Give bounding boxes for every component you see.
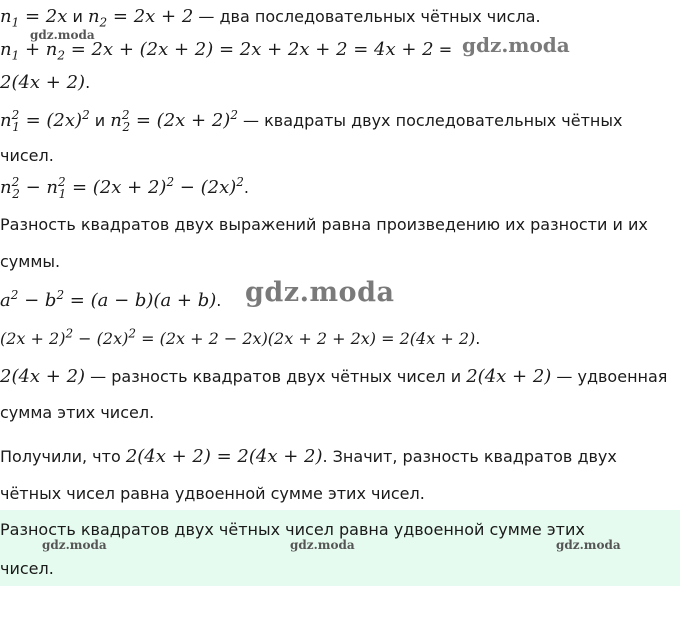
math-equality: 2(4x + 2) = 2(4x + 2) <box>125 446 323 467</box>
math-2-4x-2: 2(4x + 2) <box>0 72 86 93</box>
math-sum-n2: + $n_2$ <box>19 39 65 63</box>
math-n2-sq: $n^2_2$ <box>0 175 20 201</box>
line-10 <box>0 328 480 350</box>
math-n1-squared: $n^2_1$ <box>0 108 20 134</box>
line-13 <box>0 446 617 468</box>
line-9 <box>0 290 221 312</box>
answer-line-1: Разность квадратов двух чётных чисел равна удвоенной сумме этих <box>0 520 585 539</box>
line-4 <box>0 110 622 132</box>
watermark: gdz.moda <box>245 277 395 308</box>
text-period: . <box>243 178 249 197</box>
text-and: и <box>89 111 111 130</box>
text-period: . <box>475 329 481 348</box>
watermark: gdz.moda <box>290 538 355 552</box>
line-6 <box>0 177 249 199</box>
math-minus-n1-sq: − $n^2_1$ <box>19 175 67 201</box>
math-2x-plus-2-squared: = $(2x + 2)^2$ <box>130 108 238 131</box>
watermark: gdz.moda <box>462 33 570 57</box>
math-2x-plus-2-sq: = $(2x + 2)^2$ <box>66 175 175 198</box>
math-minus-2x-sq: − $(2x)^2$ <box>174 175 244 198</box>
line-5: чисел. <box>0 146 54 165</box>
text-description: — два последовательных чётных числа. <box>193 7 541 26</box>
math-n1: $n_1$ <box>0 6 20 30</box>
watermark: gdz.moda <box>30 28 95 42</box>
math-factorization: = (2x + 2 − 2x)(2x + 2 + 2x) = 2(4x + 2) <box>136 329 476 348</box>
math-n2: $n_2$ <box>87 6 108 30</box>
line-1 <box>0 6 541 28</box>
line-14: чётных чисел равна удвоенной сумме этих чисел. <box>0 484 425 503</box>
watermark: gdz.moda <box>556 538 621 552</box>
line-8: суммы. <box>0 252 61 271</box>
line-12: сумма этих чисел. <box>0 403 155 422</box>
math-difference-of-squares: = (a − b)(a + b) <box>64 290 217 311</box>
math-2x-plus-2-sq: $(2x + 2)^2$ <box>0 326 74 348</box>
text-period: . <box>216 291 222 310</box>
math-minus-2x-sq: − $(2x)^2$ <box>73 326 136 348</box>
line-3 <box>0 72 90 94</box>
text-obtained: Получили, что <box>0 447 126 466</box>
text-doubled: — удвоенная <box>551 367 668 386</box>
text-description: — квадраты двух последовательных чётных <box>237 111 623 130</box>
answer-line-2: чисел. <box>0 559 54 578</box>
line-2 <box>0 39 452 61</box>
line-11 <box>0 366 667 388</box>
math-2x: = 2x <box>19 6 68 27</box>
text-description: — разность квадратов двух чётных чисел и <box>85 367 467 386</box>
math-a-squared: $a^2$ <box>0 288 19 311</box>
math-2-4x-2-second: 2(4x + 2) <box>466 366 552 387</box>
math-2-4x-2: 2(4x + 2) <box>0 366 86 387</box>
text-and: и <box>67 7 88 26</box>
math-minus-b-squared: − $b^2$ <box>18 288 65 311</box>
math-2x-plus-2: = 2x + 2 <box>107 6 194 27</box>
math-n2-squared: $n^2_2$ <box>110 108 131 134</box>
watermark: gdz.moda <box>42 538 107 552</box>
text-equals: = <box>433 40 453 59</box>
text-period: . <box>85 73 91 92</box>
math-sum-expansion: = 2x + (2x + 2) = 2x + 2x + 2 = 4x + 2 <box>65 39 434 60</box>
math-sum-n1: $n_1$ <box>0 39 20 63</box>
text-conclusion: . Значит, разность квадратов двух <box>322 447 617 466</box>
math-2x-squared: = $(2x)^2$ <box>19 108 90 131</box>
line-7: Разность квадратов двух выражений равна произведению их разности и их <box>0 215 648 234</box>
